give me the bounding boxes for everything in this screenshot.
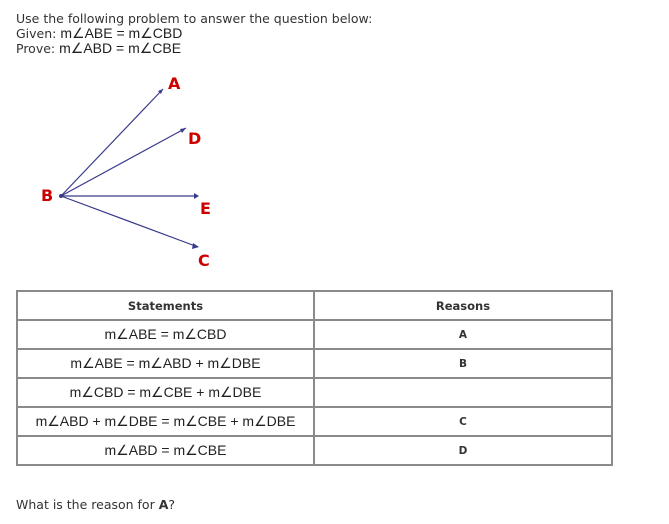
arrow-d — [180, 128, 186, 133]
ray-bd — [61, 128, 186, 196]
proof-table — [16, 290, 613, 466]
statement-cell: m∠ABE = m∠ABD + m∠DBE — [17, 349, 314, 378]
question-suffix: ? — [168, 497, 176, 512]
arrow-e — [194, 193, 199, 199]
label-d: D — [188, 129, 202, 148]
statement-cell: m∠ABD + m∠DBE = m∠CBE + m∠DBE — [17, 407, 314, 436]
reason-cell — [314, 378, 612, 407]
prove-label: Prove: — [16, 41, 56, 56]
table-header-row — [17, 291, 612, 320]
table-row — [17, 349, 612, 378]
statement-cell: m∠ABE = m∠CBD — [17, 320, 314, 349]
table-row — [17, 378, 612, 407]
question-target: A — [158, 497, 169, 512]
reason-cell: B — [314, 349, 612, 378]
label-b: B — [41, 186, 54, 205]
question-text — [16, 497, 175, 512]
ray-bc — [61, 196, 198, 247]
statement-cell: m∠CBD = m∠CBE + m∠DBE — [17, 378, 314, 407]
label-c: C — [198, 251, 210, 270]
label-e: E — [200, 199, 211, 218]
statements-header: Statements — [17, 291, 314, 320]
statement-cell: m∠ABD = m∠CBE — [17, 436, 314, 465]
ray-ba — [61, 89, 163, 196]
label-a: A — [168, 74, 181, 93]
prove-math: m∠ABD = m∠CBE — [59, 40, 182, 56]
reason-cell: A — [314, 320, 612, 349]
arrow-c — [192, 243, 199, 249]
table-row — [17, 407, 612, 436]
instruction-text: Use the following problem to answer the question below: — [16, 11, 373, 26]
reason-cell: D — [314, 436, 612, 465]
reasons-header: Reasons — [314, 291, 612, 320]
reason-cell: C — [314, 407, 612, 436]
given-math: m∠ABE = m∠CBD — [60, 25, 183, 41]
table-row — [17, 436, 612, 465]
question-prefix: What is the reason for — [16, 497, 159, 512]
given-label: Given: — [16, 26, 57, 41]
vertex-b-point — [59, 194, 63, 198]
table-row — [17, 320, 612, 349]
